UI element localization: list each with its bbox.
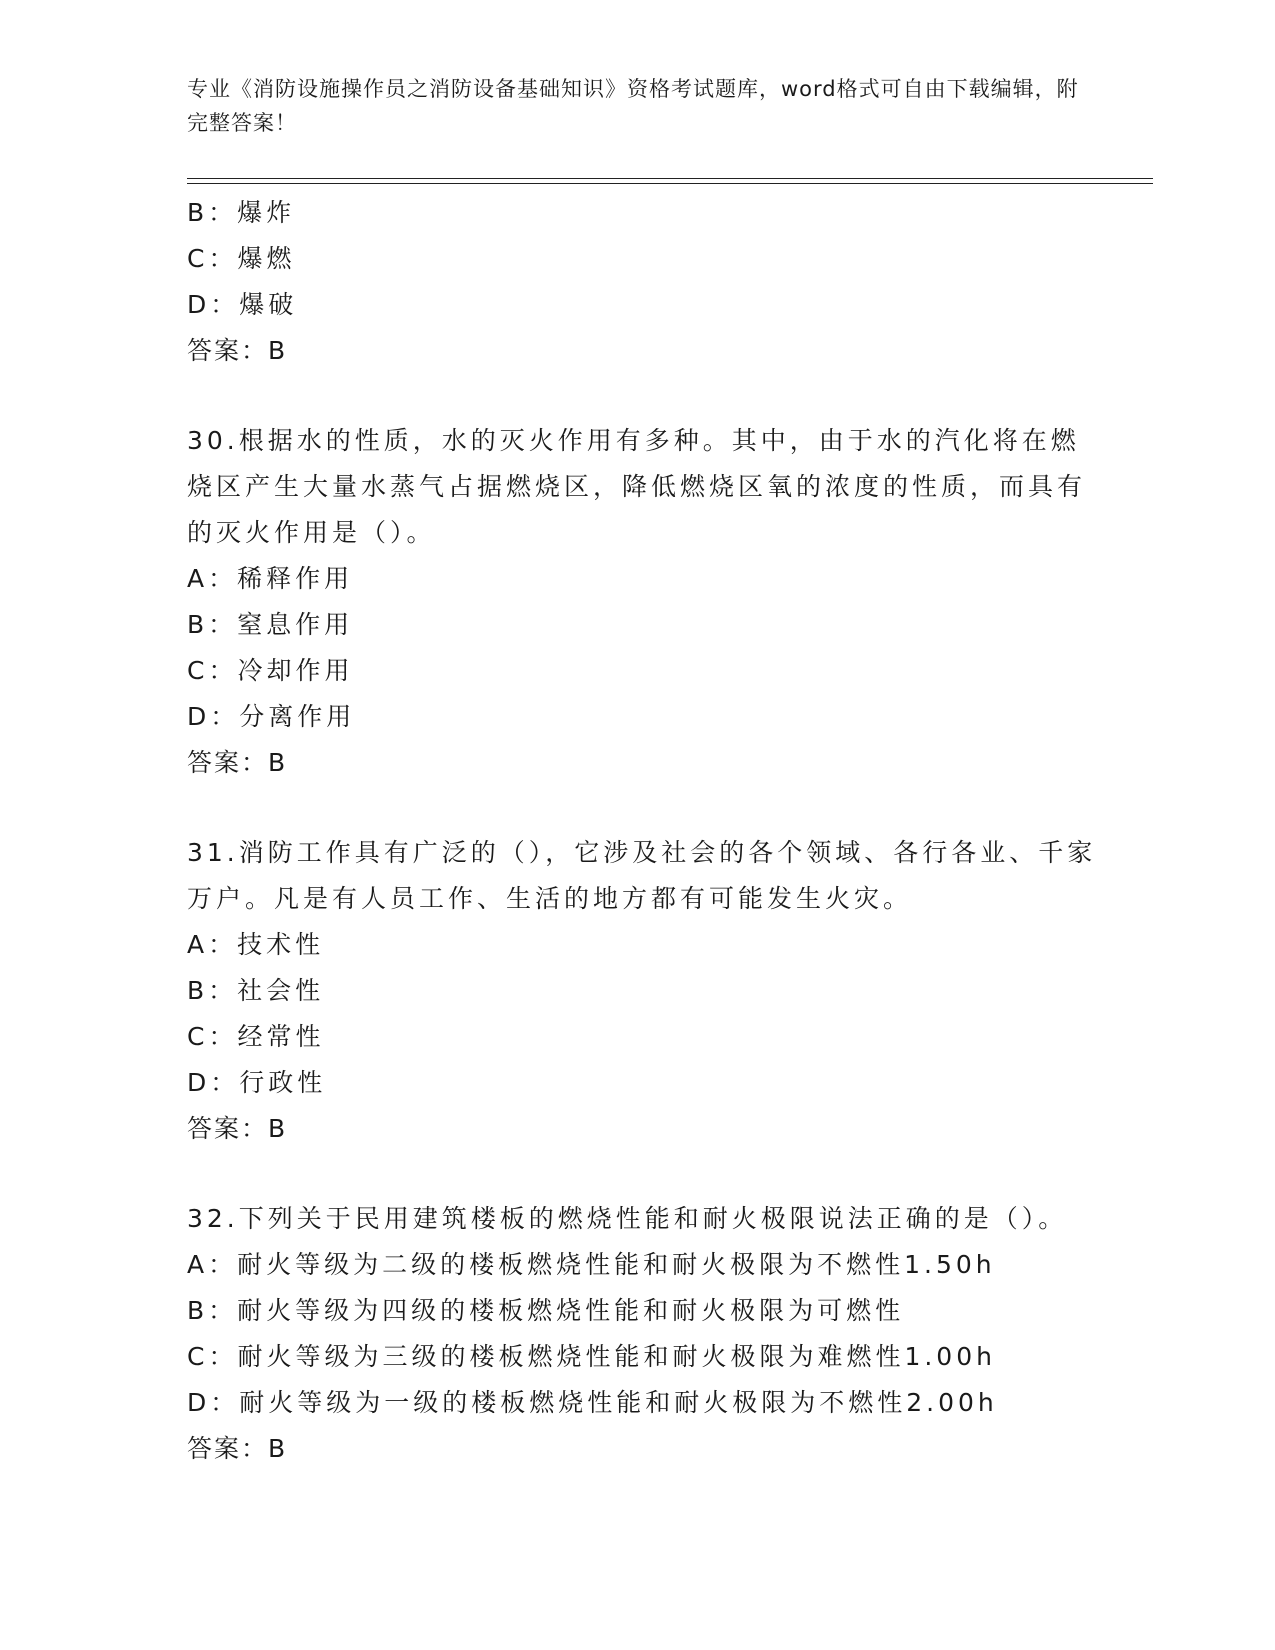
option-c: C：耐火等级为三级的楼板燃烧性能和耐火极限为难燃性1.00h bbox=[187, 1342, 996, 1371]
option-a: A：稀释作用 bbox=[187, 564, 354, 593]
option-b: B：窒息作用 bbox=[187, 610, 354, 639]
answer-line: 答案：B bbox=[187, 336, 288, 365]
header-rule-bottom bbox=[187, 183, 1153, 184]
answer-line: 答案：B bbox=[187, 1434, 288, 1463]
question-text-32: 32.下列关于民用建筑楼板的燃烧性能和耐火极限说法正确的是（）。 bbox=[187, 1204, 1068, 1233]
question-text-31: 31.消防工作具有广泛的（），它涉及社会的各个领域、各行各业、千家万户。凡是有人员工作、生活的地方都有可能发生火灾。 bbox=[187, 838, 1097, 913]
header-rule-top bbox=[187, 178, 1153, 179]
option-a: A：技术性 bbox=[187, 930, 325, 959]
option-d: D：行政性 bbox=[187, 1068, 327, 1097]
question-text-30: 30.根据水的性质，水的灭火作用有多种。其中，由于水的汽化将在燃烧区产生大量水蒸气占据燃烧区，降低燃烧区氧的浓度的性质，而具有的灭火作用是（）。 bbox=[187, 426, 1087, 547]
option-d: D：耐火等级为一级的楼板燃烧性能和耐火极限为不燃性2.00h bbox=[187, 1388, 998, 1417]
answer-line: 答案：B bbox=[187, 748, 288, 777]
document-header: 专业《消防设施操作员之消防设备基础知识》资格考试题库，word格式可自由下载编辑，附完整答案！ bbox=[187, 77, 1079, 135]
question-list bbox=[187, 190, 1107, 1472]
option-c: C：经常性 bbox=[187, 1022, 325, 1051]
option-b: B：爆炸 bbox=[187, 198, 296, 227]
option-b: B：耐火等级为四级的楼板燃烧性能和耐火极限为可燃性 bbox=[187, 1296, 905, 1325]
option-c: C：冷却作用 bbox=[187, 656, 354, 685]
option-b: B：社会性 bbox=[187, 976, 325, 1005]
option-d: D：分离作用 bbox=[187, 702, 356, 731]
option-d: D：爆破 bbox=[187, 290, 298, 319]
answer-line: 答案：B bbox=[187, 1114, 288, 1143]
option-c: C：爆燃 bbox=[187, 244, 296, 273]
option-a: A：耐火等级为二级的楼板燃烧性能和耐火极限为不燃性1.50h bbox=[187, 1250, 996, 1279]
